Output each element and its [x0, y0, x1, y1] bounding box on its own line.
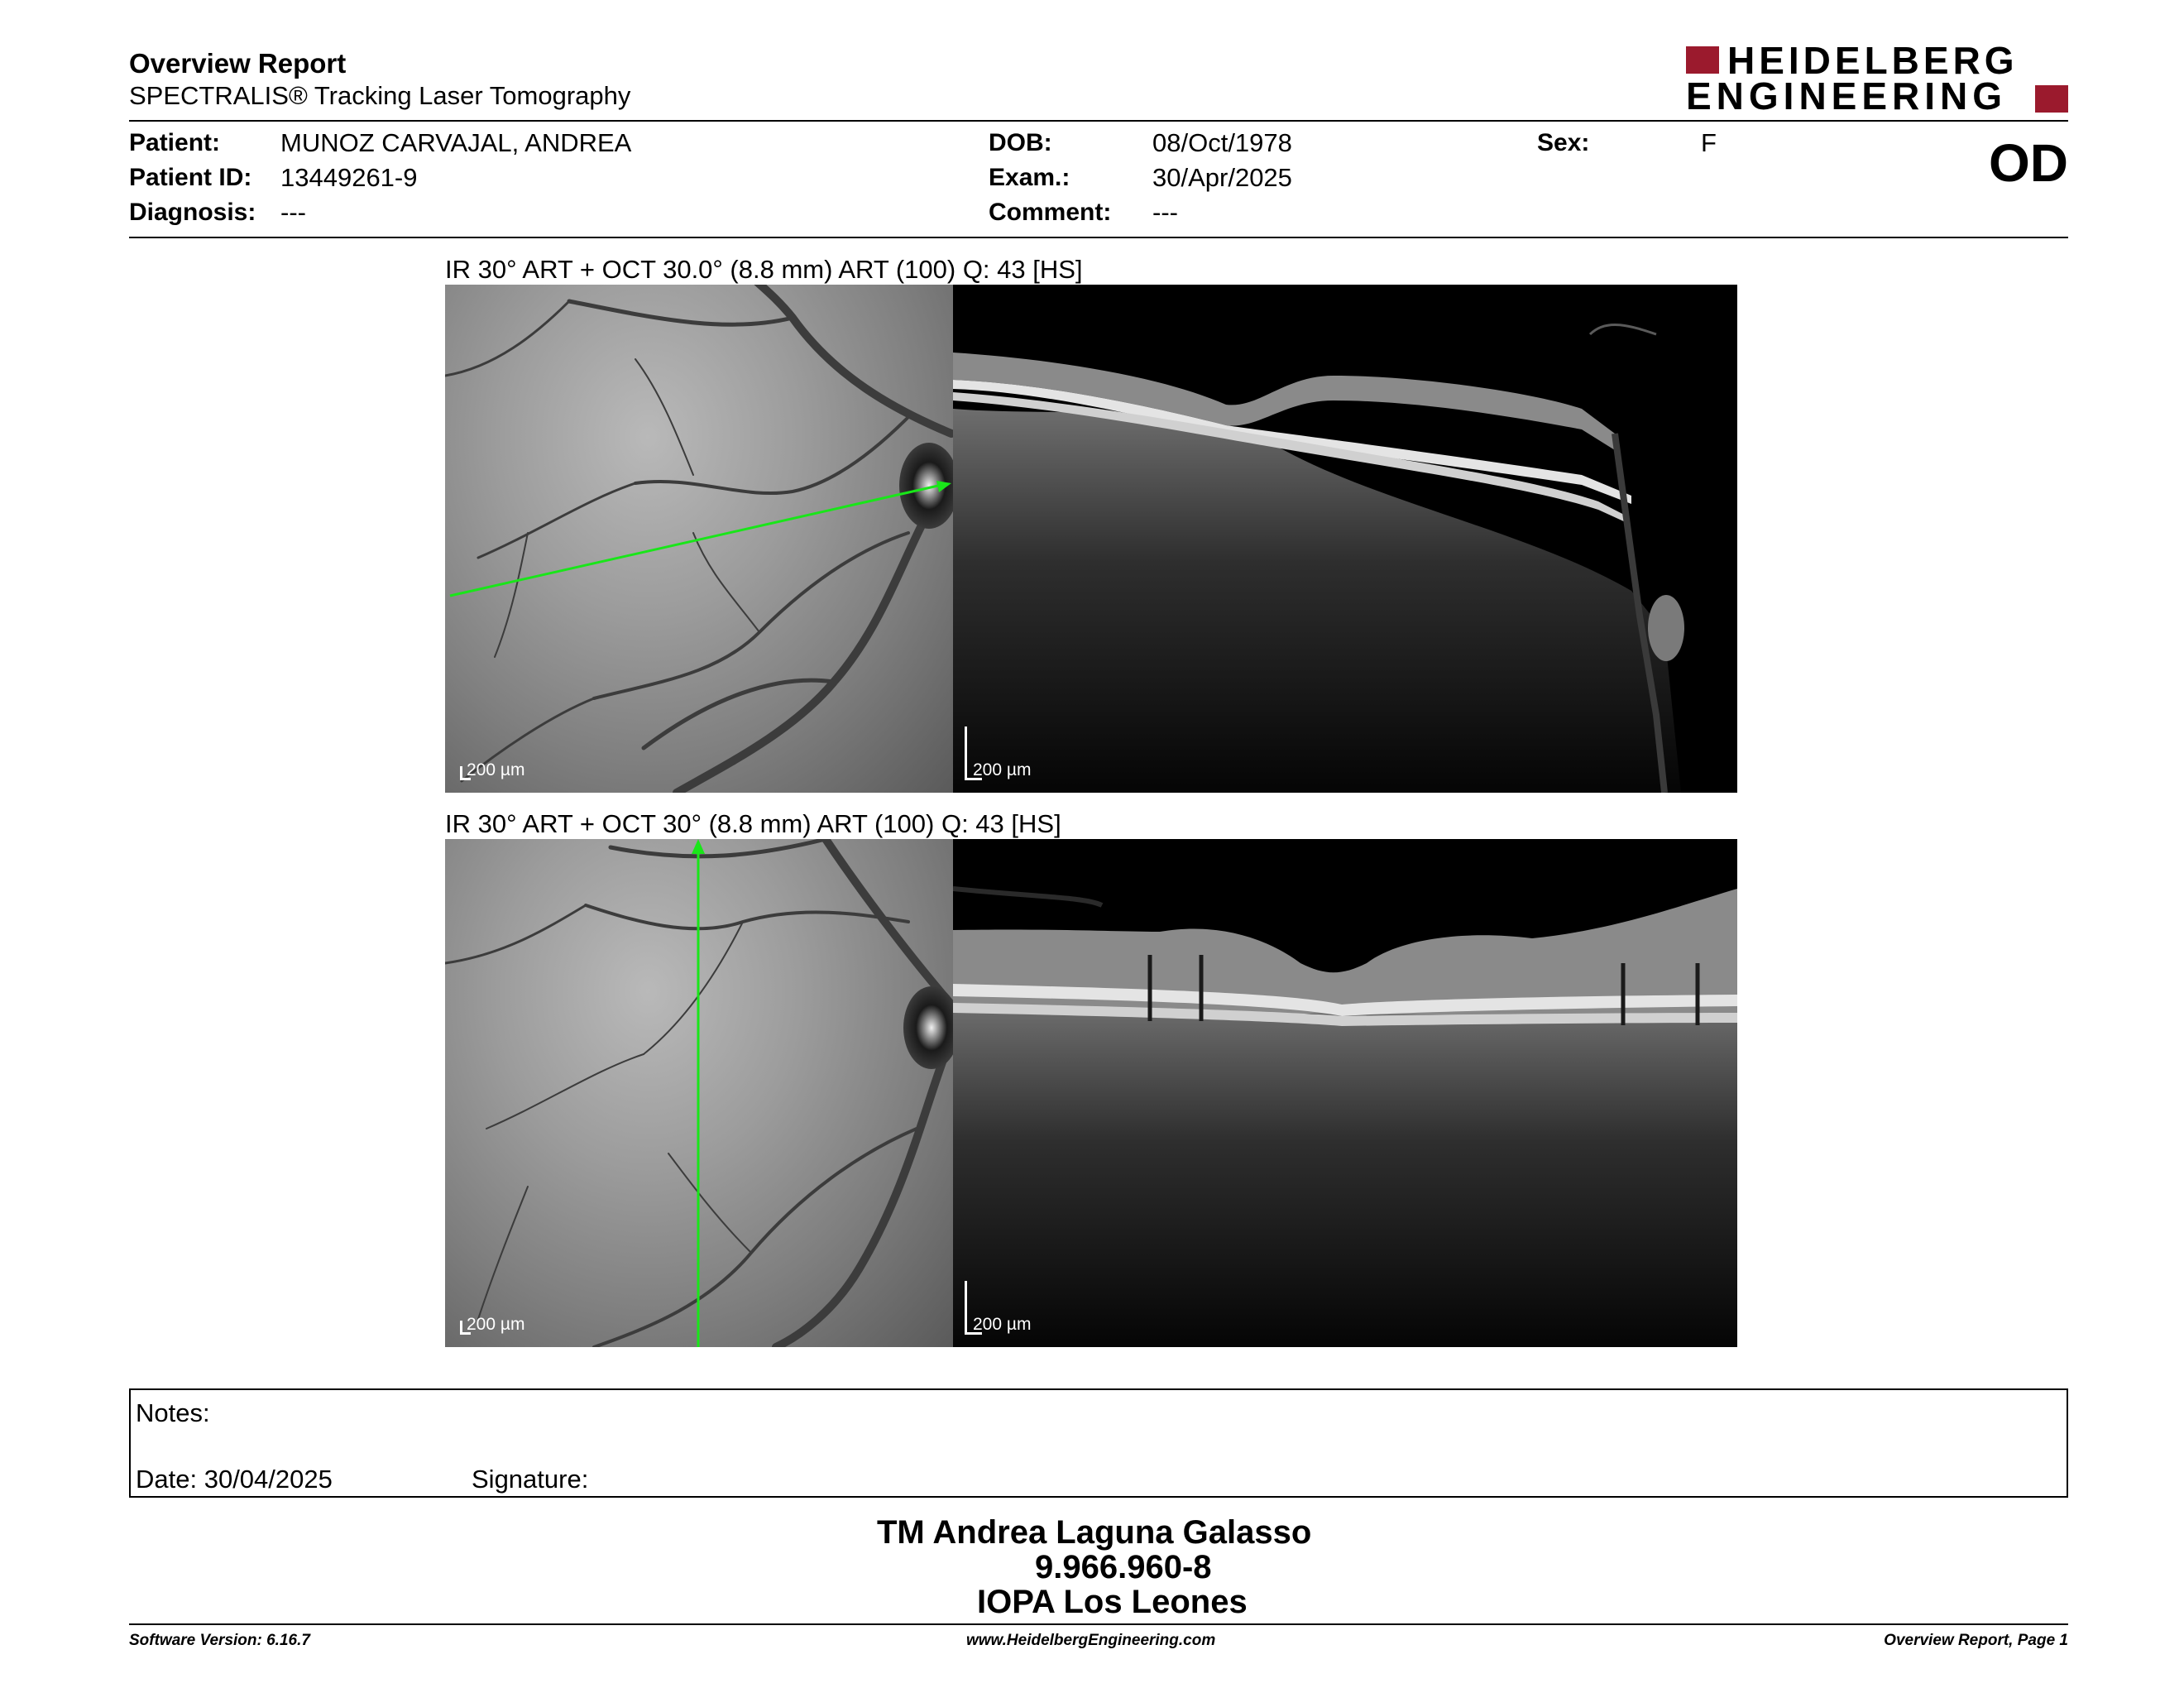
oct-1-scale-bar [965, 760, 1031, 780]
patient-id-label: Patient ID: [129, 164, 252, 191]
diagnosis-label: Diagnosis: [129, 199, 256, 226]
fundus-2-scale-label: 200 µm [467, 1315, 525, 1334]
scan-2-fundus-image [445, 839, 953, 1347]
signatory-institution: IOPA Los Leones [977, 1584, 1248, 1620]
patient-name: MUNOZ CARVAJAL, ANDREA [280, 128, 632, 157]
scan-2-caption: IR 30° ART + OCT 30° (8.8 mm) ART (100) Q: 43 [HS] [445, 809, 1061, 838]
optic-disc-2 [903, 986, 953, 1069]
scan-arrow-2 [692, 839, 705, 854]
fundus-1-scale-bar [460, 760, 524, 780]
scan-1-oct-bscan [953, 285, 1737, 793]
logo-word-top: HEIDELBERG [1727, 39, 2019, 82]
footer-divider [129, 1623, 2068, 1625]
header-divider [129, 120, 2068, 122]
dob-value: 08/Oct/1978 [1152, 128, 1292, 157]
scan-2-panel [445, 839, 1737, 1347]
page-indicator: Overview Report, Page 1 [1884, 1632, 2068, 1649]
sex-value: F [1701, 128, 1717, 157]
heidelberg-logo [1686, 39, 2068, 117]
notes-box [129, 1388, 2068, 1498]
comment-label: Comment: [989, 199, 1112, 226]
signatory-id: 9.966.960-8 [1035, 1549, 1212, 1585]
report-title: Overview Report [129, 48, 347, 79]
sex-label: Sex: [1537, 129, 1590, 156]
oct-layers-1 [953, 285, 1737, 793]
website-link[interactable]: www.HeidelbergEngineering.com [966, 1632, 1216, 1649]
diagnosis-value: --- [280, 198, 306, 227]
notes-label: Notes: [136, 1398, 210, 1427]
software-version: Software Version: 6.16.7 [129, 1632, 310, 1649]
patient-divider [129, 237, 2068, 238]
eye-laterality: OD [1989, 133, 2068, 193]
report-subtitle: SPECTRALIS® Tracking Laser Tomography [129, 81, 631, 110]
scan-line-1 [450, 486, 938, 596]
signatory-name: TM Andrea Laguna Galasso [877, 1514, 1312, 1551]
fundus-2-scale-bar [460, 1315, 524, 1335]
patient-id: 13449261-9 [280, 163, 418, 192]
scan-1-fundus-image [445, 285, 953, 793]
logo-word-bottom: ENGINEERING [1686, 74, 2008, 117]
logo-square-top [1686, 46, 1719, 74]
oct-2-scale-bar [965, 1315, 1031, 1335]
scan-2-oct-bscan [953, 839, 1737, 1347]
date-label: Date: 30/04/2025 [136, 1465, 333, 1494]
oct-2-scale-label: 200 µm [973, 1315, 1032, 1334]
oct-1-scale-label: 200 µm [973, 760, 1032, 779]
fundus-vessels-1 [445, 285, 953, 793]
signature-label: Signature: [472, 1465, 589, 1494]
fundus-vessels-2 [445, 839, 953, 1347]
comment-value: --- [1152, 198, 1178, 227]
oct-layers-2 [953, 839, 1737, 1347]
exam-label: Exam.: [989, 164, 1070, 191]
patient-label: Patient: [129, 129, 221, 156]
scan-1-panel [445, 285, 1737, 793]
dob-label: DOB: [989, 129, 1052, 156]
fundus-1-scale-label: 200 µm [467, 760, 525, 779]
exam-value: 30/Apr/2025 [1152, 163, 1292, 192]
scan-1-caption: IR 30° ART + OCT 30.0° (8.8 mm) ART (100) Q: 43 [HS] [445, 255, 1083, 284]
logo-square-bottom [2035, 85, 2068, 113]
